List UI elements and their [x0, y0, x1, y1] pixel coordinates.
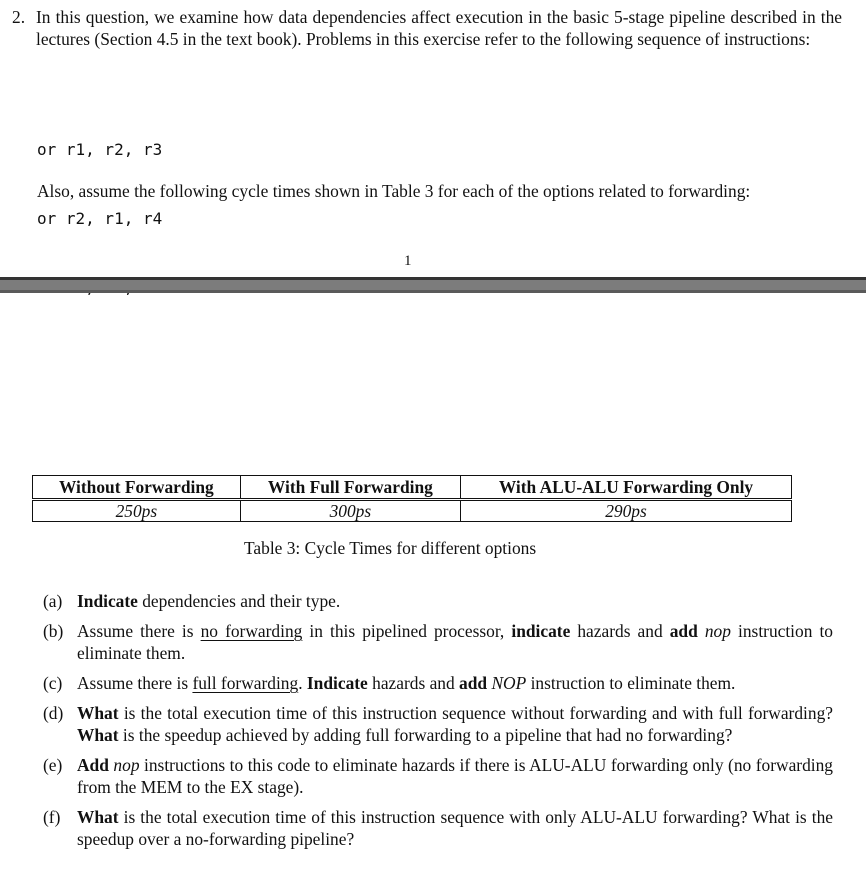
table-caption: Table 3: Cycle Times for different options	[244, 538, 537, 558]
table-cell: 300ps	[240, 500, 460, 522]
question-intro-text: In this question, we examine how data dependencies affect execution in the basic 5-stage pipeline described in the lectures (Section 4.5 in the text book). Problems in this exercise refer to the following sequence of instructions:	[36, 7, 842, 49]
part-text: instruction to eliminate them.	[526, 673, 736, 693]
part-text	[698, 621, 705, 641]
cycle-times-table	[32, 475, 792, 522]
part-text: in this pipelined processor,	[302, 621, 512, 641]
part-d	[43, 702, 833, 746]
question-number: 2.	[12, 7, 26, 27]
table-cell: 290ps	[461, 500, 792, 522]
emphasis: add	[669, 621, 698, 641]
table-cell: 250ps	[33, 500, 241, 522]
table-header: Without Forwarding	[33, 476, 241, 500]
underlined-text: full forwarding	[192, 673, 299, 693]
part-text: instruction to eliminate them.	[77, 621, 834, 663]
part-text: is the total execution time of this instruction sequence without forwarding and with full forwarding?	[118, 703, 833, 723]
part-text: hazards and	[367, 673, 460, 693]
part-b	[43, 620, 833, 664]
part-e	[43, 754, 833, 798]
italic-text: nop	[704, 621, 731, 641]
italic-text: NOP	[491, 673, 527, 693]
table-header: With Full Forwarding	[240, 476, 460, 500]
emphasis: What	[77, 807, 119, 827]
part-label: (f)	[43, 807, 61, 827]
part-text: dependencies and their type.	[137, 591, 341, 611]
instruction-sequence	[37, 92, 162, 345]
italic-text: nop	[113, 755, 140, 775]
part-label: (b)	[43, 621, 64, 641]
question-parts	[43, 590, 833, 858]
instruction-line: or r1, r2, r3	[37, 140, 163, 159]
table-header-row	[33, 476, 792, 500]
emphasis: add	[459, 673, 488, 693]
assumption-text: Also, assume the following cycle times shown in Table 3 for each of the options related to forwarding:	[37, 181, 751, 201]
part-text: Assume there is	[77, 673, 193, 693]
instruction-line: or r2, r1, r4	[37, 209, 163, 228]
part-text: .	[298, 673, 307, 693]
emphasis: What	[77, 725, 119, 745]
part-label: (e)	[43, 755, 63, 775]
question-intro	[12, 6, 842, 50]
emphasis: Add	[77, 755, 109, 775]
part-label: (a)	[43, 591, 63, 611]
page-number: 1	[404, 253, 412, 269]
part-f	[43, 806, 833, 850]
part-c	[43, 672, 833, 694]
emphasis: What	[77, 703, 119, 723]
emphasis: Indicate	[77, 591, 138, 611]
part-text: is the speedup achieved by adding full forwarding to a pipeline that had no forwarding?	[118, 725, 733, 745]
part-text: is the total execution time of this instruction sequence with only ALU-ALU forwarding? What is the speedup over a no-forwarding pipeline?	[77, 807, 833, 849]
part-text: hazards and	[570, 621, 670, 641]
part-text: Assume there is	[77, 621, 201, 641]
part-text: instructions to this code to eliminate hazards if there is ALU-ALU forwarding only (no forwarding from the MEM to the EX stage).	[77, 755, 833, 797]
part-a	[43, 590, 833, 612]
part-label: (d)	[43, 703, 64, 723]
page-divider	[0, 277, 866, 293]
underlined-text: no forwarding	[200, 621, 303, 641]
emphasis: Indicate	[306, 673, 368, 693]
emphasis: indicate	[511, 621, 571, 641]
page-one	[0, 0, 866, 278]
table-row	[33, 500, 792, 522]
table-header: With ALU-ALU Forwarding Only	[461, 476, 792, 500]
part-label: (c)	[43, 673, 63, 693]
